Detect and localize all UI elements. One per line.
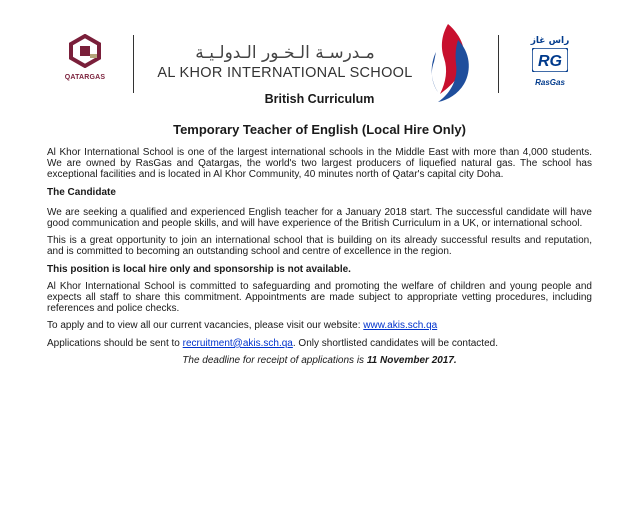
candidate-paragraph-2: This is a great opportunity to join an international school that is building on its already successful results and reputation, and is committed to becoming an outstanding school and centre of excellence in the region. [47,235,592,258]
header-divider-left [133,35,134,93]
header [0,22,643,92]
header-divider-right [498,35,499,93]
website-link[interactable]: www.akis.sch.qa [363,320,438,332]
rasgas-emblem-icon [532,48,568,72]
applications-paragraph [47,338,592,349]
apply-text: To apply and to view all our current vacancies, please visit our website: [47,320,364,332]
candidate-heading: The Candidate [47,186,116,198]
rasgas-emblem-text: RG [538,53,562,70]
local-hire-note: This position is local hire only and sponsorship is not available. [47,263,351,275]
applications-prefix: Applications should be sent to [47,337,183,349]
qatargas-logo-text: QATARGAS [64,74,106,81]
job-title: Temporary Teacher of English (Local Hire Only) [173,122,466,137]
recruitment-email-link[interactable]: recruitment@akis.sch.qa [182,337,293,349]
rasgas-logo-arabic: راس غاز [530,36,570,46]
job-advert [47,92,592,366]
applications-suffix: . Only shortlisted candidates will be contacted. [292,337,498,349]
candidate-paragraph-1: We are seeking a qualified and experienced English teacher for a January 2018 start. The successful candidate will have good communication and people skills, and will have experience of the British Curriculum in a UK, or international school. [47,206,592,230]
apply-paragraph [47,320,592,331]
safeguarding-paragraph: Al Khor International School is committed to safeguarding and promoting the welfare of children and young people and expects all staff to share this commitment. Appointments are made subject to appropriate vetting procedures, including references and police checks. [47,280,592,315]
qatargas-emblem-icon [66,34,104,68]
rasgas-logo [522,36,578,92]
deadline-date: 11 November 2017. [366,354,457,366]
deadline-line [47,355,592,366]
rasgas-logo-text: RasGas [535,78,565,87]
school-name-arabic: مـدرسـة الـخـور الـدولـيـة [195,43,375,63]
school-name-block [150,42,420,82]
school-intro-paragraph: Al Khor International School is one of the largest international schools in the Middle East with more than 4,000 students. We are owned by RasGas and Qatargas, the world's two largest producers of liquefied natural gas. The school has exceptional facilities and is located in Al Khor Community, 40 minutes north of Qatar's capital city Doha. [47,147,592,181]
deadline-prefix: The deadline for receipt of applications is [182,354,367,366]
qatargas-logo [60,34,110,92]
school-name-english: AL KHOR INTERNATIONAL SCHOOL [157,65,413,81]
curriculum-heading: British Curriculum [264,92,375,106]
